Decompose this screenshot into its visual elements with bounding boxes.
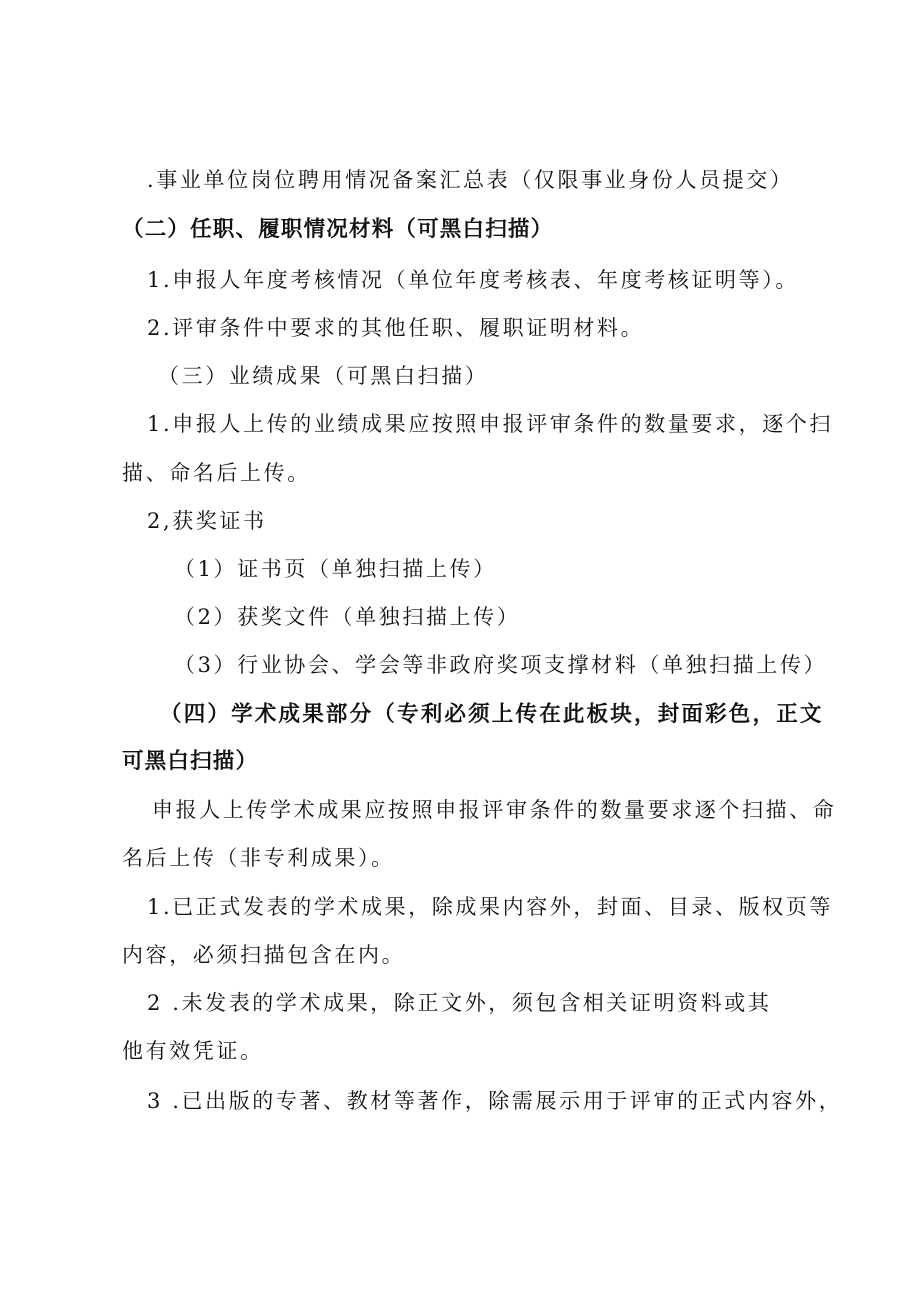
- item-2-1: 1.申报人年度考核情况（单位年度考核表、年度考核证明等）。: [147, 268, 799, 292]
- item-4-1: 1.已正式发表的学术成果，除成果内容外，封面、目录、版权页等: [147, 895, 834, 919]
- item-4-2-cont: 他有效凭证。: [122, 1039, 264, 1063]
- subitem-supporting-materials: （3）行业协会、学会等非政府奖项支撑材料（单独扫描上传）: [174, 653, 828, 677]
- section-heading-3: （三）业绩成果（可黑白扫描）: [158, 364, 489, 388]
- item-3-1: 1.申报人上传的业绩成果应按照申报评审条件的数量要求，逐个扫: [147, 412, 834, 436]
- item-4-1-cont: 内容，必须扫描包含在内。: [122, 943, 406, 967]
- item-2-2: 2.评审条件中要求的其他任职、履职证明材料。: [147, 316, 645, 340]
- paragraph-intro: 申报人上传学术成果应按照申报评审条件的数量要求逐个扫描、命: [152, 798, 837, 822]
- section-heading-4: （四）学术成果部分（专利必须上传在此板块，封面彩色，正文: [160, 702, 824, 727]
- item-3-1-cont: 描、命名后上传。: [122, 461, 311, 485]
- section-heading-2: （二）任职、履职情况材料（可黑白扫描）: [122, 217, 554, 242]
- item-3-2: 2,获奖证书: [147, 509, 267, 533]
- section-heading-4-cont: 可黑白扫描）: [122, 749, 259, 774]
- paragraph-intro-cont: 名后上传（非专利成果）。: [122, 846, 395, 870]
- subitem-certificate-page: （1）证书页（单独扫描上传）: [174, 557, 497, 581]
- item-4-3: 3 .已出版的专著、教材等著作，除需展示用于评审的正式内容外，: [147, 1089, 843, 1113]
- item-4-2: 2 .未发表的学术成果，除正文外，须包含相关证明资料或其: [147, 991, 772, 1015]
- subitem-award-document: （2）获奖文件（单独扫描上传）: [174, 605, 521, 629]
- item-filing-summary: .事业单位岗位聘用情况备案汇总表（仅限事业身份人员提交）: [147, 168, 794, 192]
